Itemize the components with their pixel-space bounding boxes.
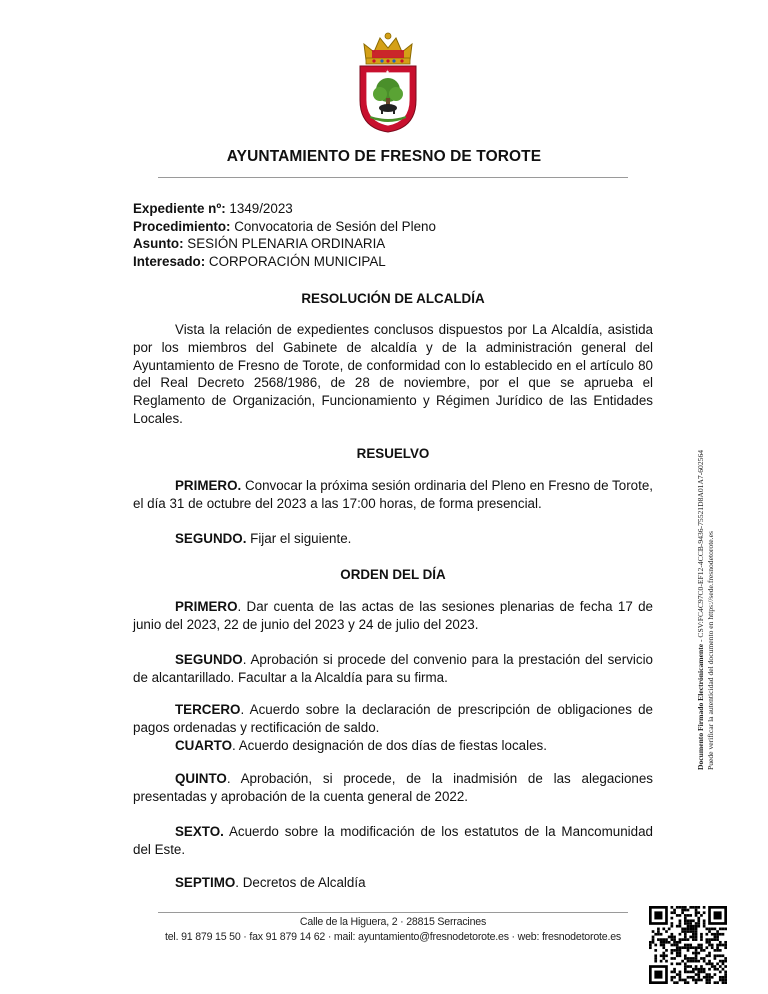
orden-item-4: CUARTO. Acuerdo designación de dos días de fiestas locales. [175, 738, 547, 753]
organization-title: AYUNTAMIENTO DE FRESNO DE TOROTE [226, 148, 542, 165]
meta-asunto: Asunto: SESIÓN PLENARIA ORDINARIA [133, 236, 386, 252]
footer-contact: tel. 91 879 15 50 · fax 91 879 14 62 · mail: ayuntamiento@fresnodetorote.es · web: fresnodetorote.es [165, 931, 621, 943]
meta-procedimiento: Procedimiento: Convocatoria de Sesión del Pleno [133, 218, 436, 234]
svg-text:✶: ✶ [385, 69, 391, 76]
orden-item-2: SEGUNDO. Aprobación si procede del convenio para la prestación del servicio de alcantarillado. Facultar a la Alcaldía para su firma. [133, 652, 653, 685]
stamp-verify-line: Puede verificar la autenticidad del documento en https://sede.fresnodetorote.es [706, 531, 715, 770]
qr-code-icon [649, 906, 727, 984]
orden-item-3: TERCERO. Acuerdo sobre la declaración de prescripción de obligaciones de pagos ordenadas y rectificación de saldo. [133, 702, 653, 735]
stamp-csv-line: Documento Firmado Electrónicamente - CSV:FC4C97C0-EF12-4CCB-9436-75521D8A01A7-602564 [696, 449, 705, 770]
resuelvo-segundo: SEGUNDO. Fijar el siguiente. [175, 531, 352, 546]
orden-item-1: PRIMERO. Dar cuenta de las actas de las sesiones plenarias de fecha 17 de junio del 2023, 22 de junio del 2023 y 24 de julio del 2023. [133, 599, 653, 632]
resuelvo-heading: RESUELVO [356, 446, 430, 461]
header-divider [158, 177, 628, 178]
orden-item-7: SEPTIMO. Decretos de Alcaldía [175, 875, 366, 890]
footer-divider [158, 912, 628, 913]
svg-text:✶: ✶ [368, 103, 374, 110]
coat-of-arms-logo [356, 30, 420, 134]
meta-expediente: Expediente nº: 1349/2023 [133, 201, 293, 216]
svg-text:✶: ✶ [368, 83, 374, 90]
electronic-signature-stamp [696, 410, 726, 770]
orden-item-6: SEXTO. Acuerdo sobre la modificación de los estatutos de la Mancomunidad del Este. [133, 824, 653, 857]
resuelvo-primero: PRIMERO. Convocar la próxima sesión ordinaria del Pleno en Fresno de Torote, el día 31 de octubre del 2023 a las 17:00 horas, de forma presencial. [133, 478, 653, 511]
meta-interesado: Interesado: CORPORACIÓN MUNICIPAL [133, 253, 386, 269]
footer-address: Calle de la Higuera, 2 · 28815 Serracines [299, 916, 487, 928]
svg-text:✶: ✶ [403, 103, 409, 110]
svg-text:✶: ✶ [403, 83, 409, 90]
resolution-heading: RESOLUCIÓN DE ALCALDÍA [301, 291, 485, 306]
orden-item-5: QUINTO. Aprobación, si procede, de la inadmisión de las alegaciones presentadas y aprobación de la cuenta general de 2022. [133, 771, 653, 804]
file-metadata [133, 200, 436, 270]
orden-heading: ORDEN DEL DÍA [340, 567, 446, 582]
intro-paragraph: Vista la relación de expedientes conclusos dispuestos por La Alcaldía, asistida por los miembros del Gabinete de alcaldía y de la administración general del Ayuntamiento de Fresno de Torote, de conformidad con lo establecido en el artículo 80 del Real Decreto 2568/1986, de 28 de noviembre, por el que se aprueba el Reglamento de Organización, Funcionamiento y Régimen Jurídico de las Entidades Locales. [133, 322, 653, 426]
